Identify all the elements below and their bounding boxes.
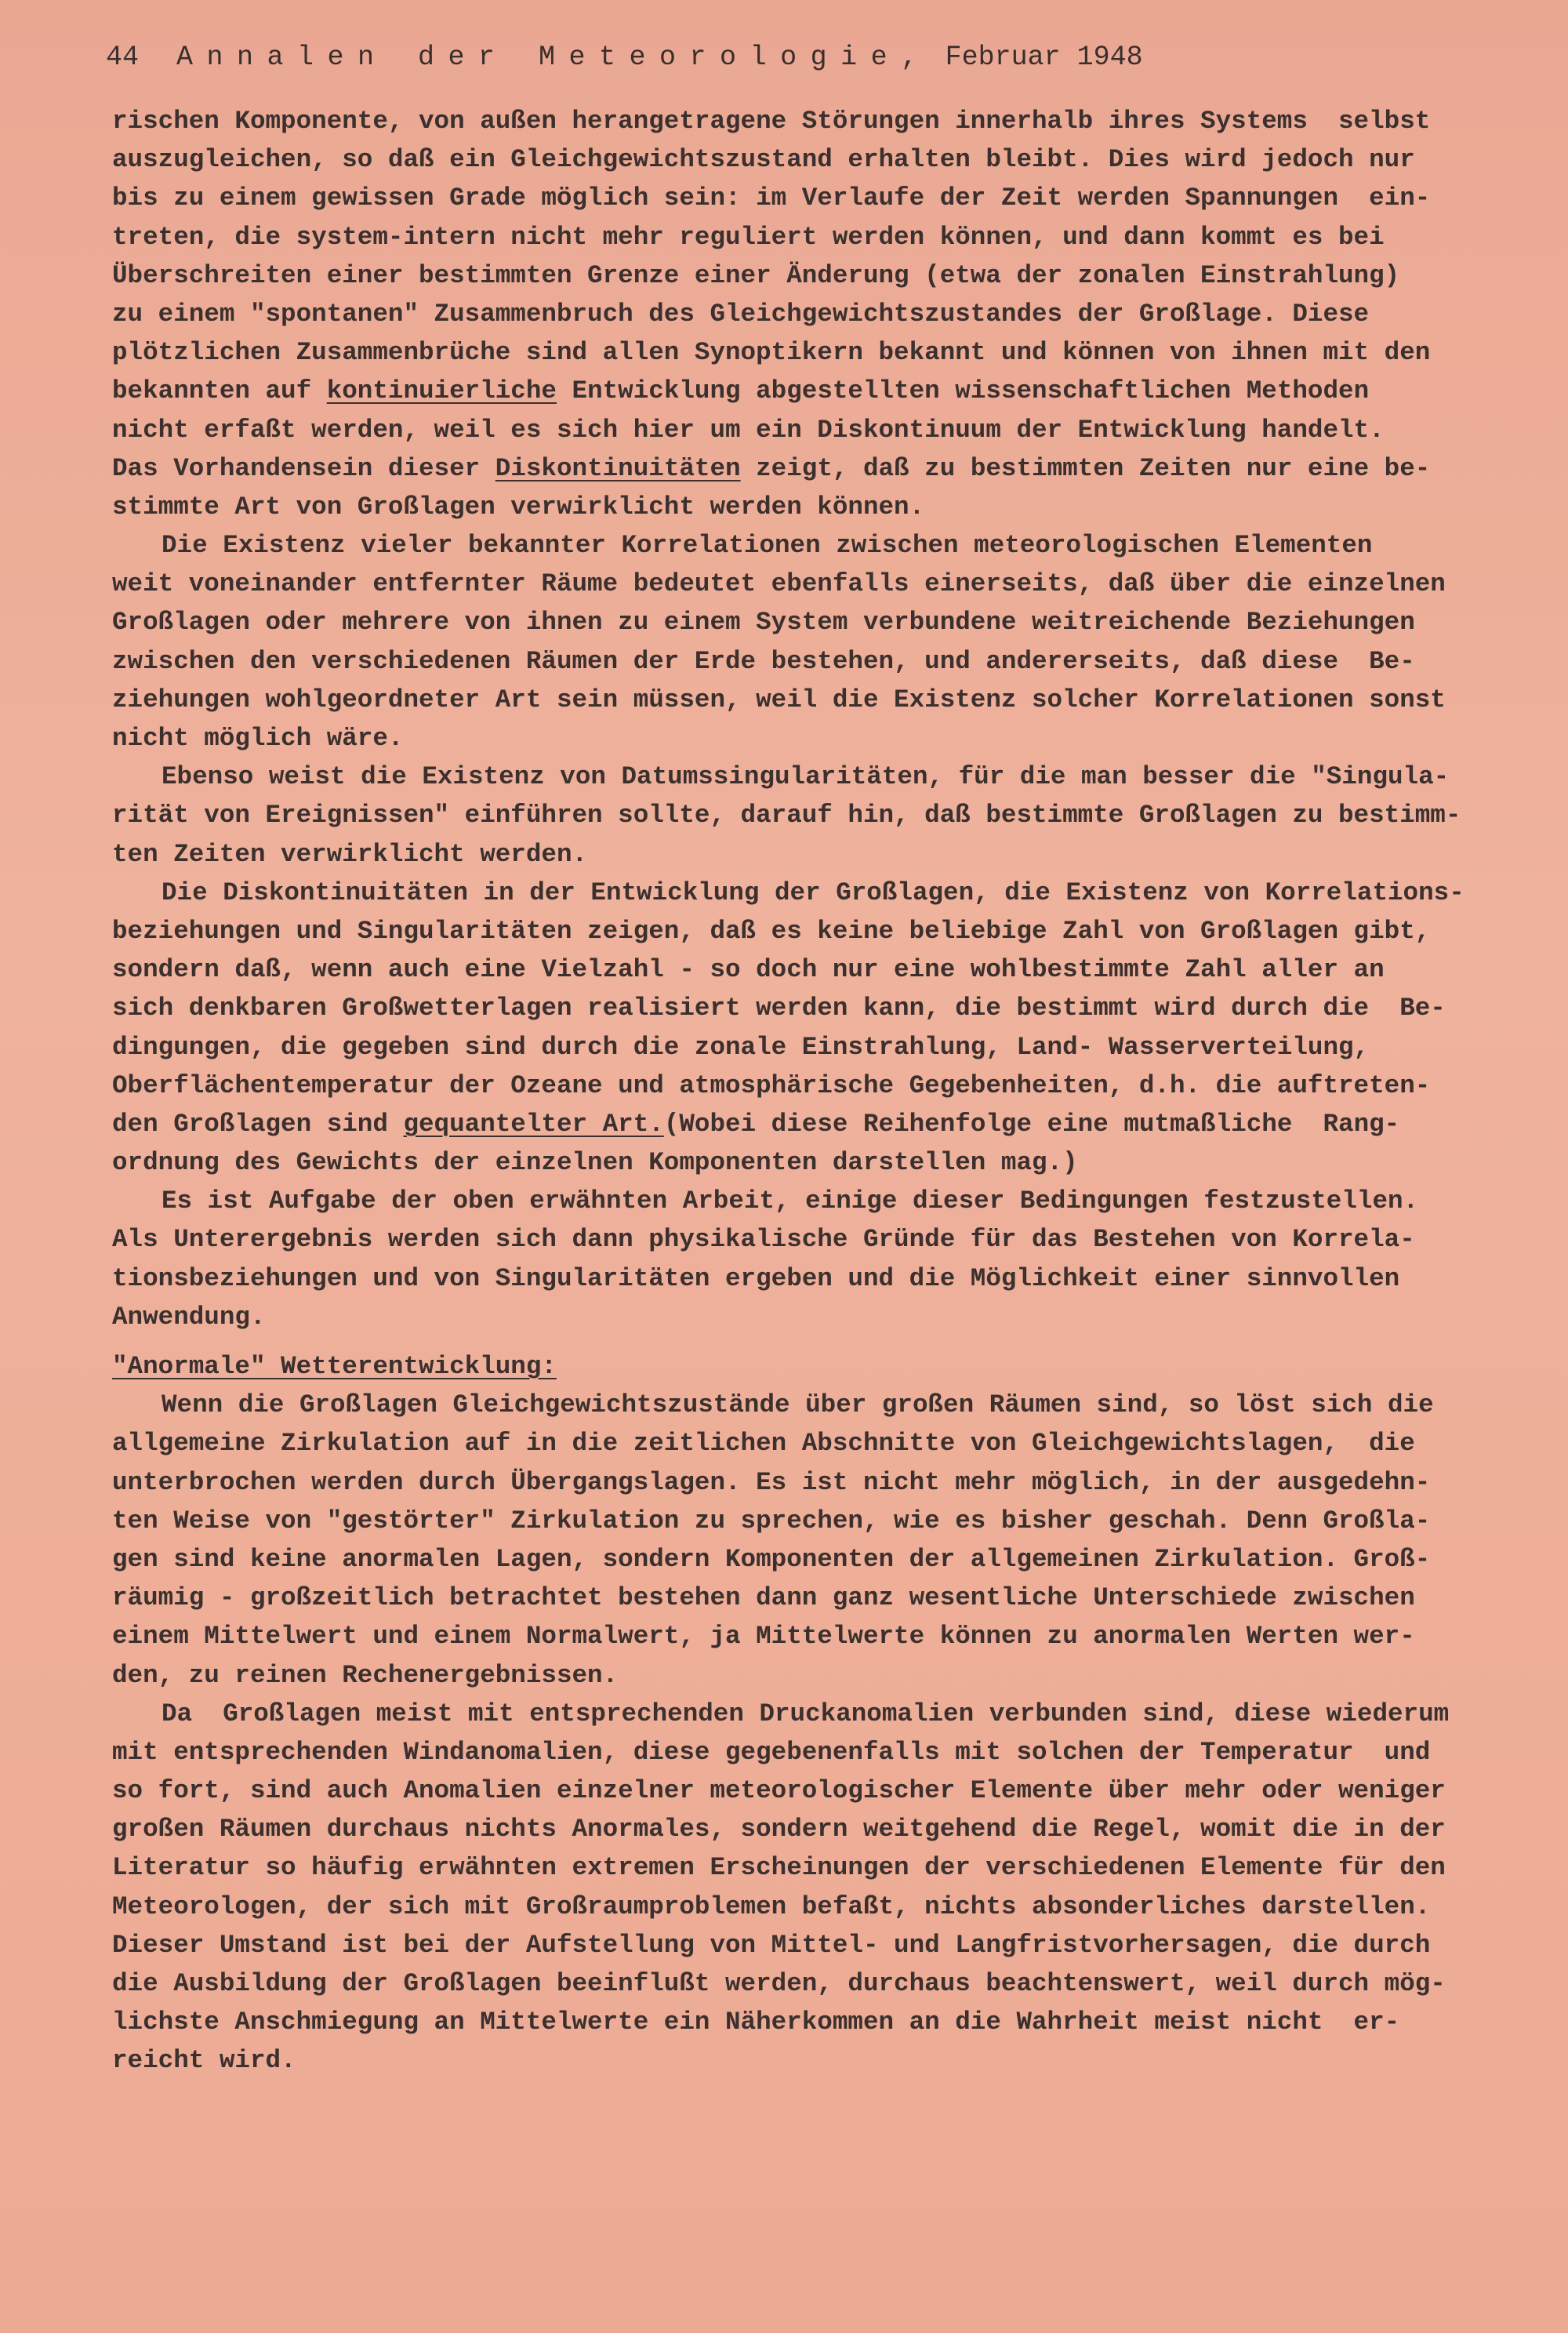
- text-line: dingungen, die gegeben sind durch die zonale Einstrahlung, Land- Wasserverteilung,: [112, 1032, 1370, 1062]
- text-line: Anwendung.: [112, 1302, 266, 1332]
- text-segment: den Großlagen sind: [112, 1109, 404, 1139]
- text-line: [112, 1105, 1508, 1143]
- text-line: Wenn die Großlagen Gleichgewichtszustände über großen Räumen sind, so löst sich die: [162, 1390, 1434, 1420]
- text-line: den, zu reinen Rechenergebnissen.: [112, 1660, 619, 1690]
- paragraph-gap: [112, 1336, 1508, 1347]
- issue-date: Februar 1948: [945, 42, 1143, 73]
- section-paragraph-2: [112, 1695, 1508, 2080]
- page-header: [106, 39, 1470, 75]
- text-line: Oberflächentemperatur der Ozeane und atmosphärische Gegebenheiten, d.h. die auftreten-: [112, 1070, 1431, 1100]
- text-line: allgemeine Zirkulation auf in die zeitlichen Abschnitte von Gleichgewichtslagen, die: [112, 1429, 1415, 1459]
- text-line: mit entsprechenden Windanomalien, diese gegebenenfalls mit solchen der Temperatur und: [112, 1737, 1431, 1767]
- text-line: so fort, sind auch Anomalien einzelner meteorologischer Elemente über mehr oder weniger: [112, 1776, 1446, 1806]
- text-line: Die Diskontinuitäten in der Entwicklung der Großlagen, die Existenz von Korrelations-: [162, 878, 1465, 907]
- text-segment: Das Vorhandensein dieser: [112, 453, 495, 483]
- text-line: Dieser Umstand ist bei der Aufstellung von Mittel- und Langfristvorhersagen, die durch: [112, 1930, 1431, 1960]
- text-line: Da Großlagen meist mit entsprechenden Druckanomalien verbunden sind, diese wiederum: [162, 1699, 1450, 1728]
- text-line: auszugleichen, so daß ein Gleichgewichtszustand erhalten bleibt. Dies wird jedoch nur: [112, 145, 1415, 175]
- text-line: treten, die system-intern nicht mehr reguliert werden können, und dann kommt es bei: [112, 222, 1385, 252]
- text-line: plötzlichen Zusammenbrüche sind allen Synoptikern bekannt und können von ihnen mit den: [112, 338, 1431, 368]
- text-segment: Entwicklung abgestellten wissenschaftlichen Methoden: [556, 376, 1370, 406]
- text-line: [112, 449, 1508, 488]
- underlined-term: Diskontinuitäten: [495, 453, 741, 483]
- text-line: Ebenso weist die Existenz von Datumssingularitäten, für die man besser die "Singula-: [162, 762, 1450, 792]
- text-line: lichste Anschmiegung an Mittelwerte ein Näherkommen an die Wahrheit meist nicht er-: [112, 2008, 1400, 2037]
- text-line: reicht wird.: [112, 2046, 296, 2076]
- text-line: Meteorologen, der sich mit Großraumproblemen befaßt, nichts absonderliches darstellen.: [112, 1891, 1431, 1921]
- text-segment: (Wobei diese Reihenfolge eine mutmaßliche Rang-: [663, 1109, 1400, 1139]
- text-line: rität von Ereignissen" einführen sollte, darauf hin, daß bestimmte Großlagen zu bestimm-: [112, 801, 1461, 830]
- section-paragraph-1: [112, 1386, 1508, 1695]
- text-segment: zeigt, daß zu bestimmten Zeiten nur eine be-: [740, 453, 1431, 483]
- text-line: rischen Komponente, von außen herangetragene Störungen innerhalb ihres Systems selbst: [112, 107, 1431, 136]
- paragraph-5: [112, 1182, 1508, 1336]
- text-line: Literatur so häufig erwähnten extremen Erscheinungen der verschiedenen Elemente für den: [112, 1853, 1446, 1883]
- paragraph-3: [112, 758, 1508, 874]
- text-line: gen sind keine anormalen Lagen, sondern Komponenten der allgemeinen Zirkulation. Groß-: [112, 1544, 1431, 1574]
- text-line: zu einem "spontanen" Zusammenbruch des Gleichgewichtszustandes der Großlage. Diese: [112, 299, 1370, 329]
- section-heading: "Anormale" Wetterentwicklung:: [112, 1352, 557, 1381]
- text-line: beziehungen und Singularitäten zeigen, daß es keine beliebige Zahl von Großlagen gibt,: [112, 916, 1431, 946]
- underlined-term: gequantelter Art.: [403, 1109, 664, 1139]
- text-segment: bekannten auf: [112, 376, 327, 406]
- text-line: einem Mittelwert und einem Normalwert, ja Mittelwerte können zu anormalen Werten wer-: [112, 1622, 1415, 1652]
- text-line: ordnung des Gewichts der einzelnen Komponenten darstellen mag.): [112, 1148, 1078, 1178]
- text-line: zwischen den verschiedenen Räumen der Erde bestehen, und andererseits, daß diese Be-: [112, 646, 1415, 676]
- text-line: sondern daß, wenn auch eine Vielzahl - so doch nur eine wohlbestimmte Zahl aller an: [112, 955, 1385, 985]
- text-line: ten Weise von "gestörter" Zirkulation zu sprechen, wie es bisher geschah. Denn Großla-: [112, 1506, 1431, 1535]
- paragraph-2: [112, 526, 1508, 758]
- text-line: Die Existenz vieler bekannter Korrelationen zwischen meteorologischen Elementen: [162, 531, 1373, 561]
- journal-title: Annalen der Meteorologie,: [176, 42, 931, 73]
- text-line: bis zu einem gewissen Grade möglich sein: im Verlaufe der Zeit werden Spannungen ein-: [112, 184, 1431, 213]
- text-line: weit voneinander entfernter Räume bedeutet ebenfalls einerseits, daß über die einzelnen: [112, 569, 1446, 599]
- text-line: ziehungen wohlgeordneter Art sein müssen, weil die Existenz solcher Korrelationen sonst: [112, 685, 1446, 714]
- text-line: sich denkbaren Großwetterlagen realisiert werden kann, die bestimmt wird durch die Be-: [112, 994, 1446, 1023]
- text-line: räumig - großzeitlich betrachtet bestehen dann ganz wesentliche Unterschiede zwischen: [112, 1583, 1415, 1613]
- text-line: Großlagen oder mehrere von ihnen zu einem System verbundene weitreichende Beziehungen: [112, 608, 1415, 638]
- paragraph-1: [112, 102, 1508, 526]
- body-text: [112, 102, 1508, 2080]
- text-line: nicht möglich wäre.: [112, 724, 404, 753]
- text-line: stimmte Art von Großlagen verwirklicht werden können.: [112, 492, 925, 521]
- page-number: 44: [106, 42, 140, 73]
- text-line: nicht erfaßt werden, weil es sich hier um ein Diskontinuum der Entwicklung handelt.: [112, 415, 1385, 445]
- text-line: [112, 372, 1508, 410]
- text-line: ten Zeiten verwirklicht werden.: [112, 839, 588, 869]
- text-line: Überschreiten einer bestimmten Grenze einer Änderung (etwa der zonalen Einstrahlung): [112, 260, 1400, 290]
- text-line: großen Räumen durchaus nichts Anormales, sondern weitgehend die Regel, womit die in der: [112, 1815, 1446, 1844]
- text-line: Als Unterergebnis werden sich dann physikalische Gründe für das Bestehen von Korrela-: [112, 1225, 1415, 1255]
- text-line: tionsbeziehungen und von Singularitäten ergeben und die Möglichkeit einer sinnvollen: [112, 1263, 1400, 1293]
- text-line: Es ist Aufgabe der oben erwähnten Arbeit, einige dieser Bedingungen festzustellen.: [162, 1186, 1419, 1216]
- text-line: unterbrochen werden durch Übergangslagen. Es ist nicht mehr möglich, in der ausgedehn-: [112, 1467, 1431, 1497]
- paragraph-4: [112, 874, 1508, 1183]
- underlined-term: kontinuierliche: [326, 376, 557, 406]
- text-line: die Ausbildung der Großlagen beeinflußt werden, durchaus beachtenswert, weil durch mög-: [112, 1969, 1446, 1998]
